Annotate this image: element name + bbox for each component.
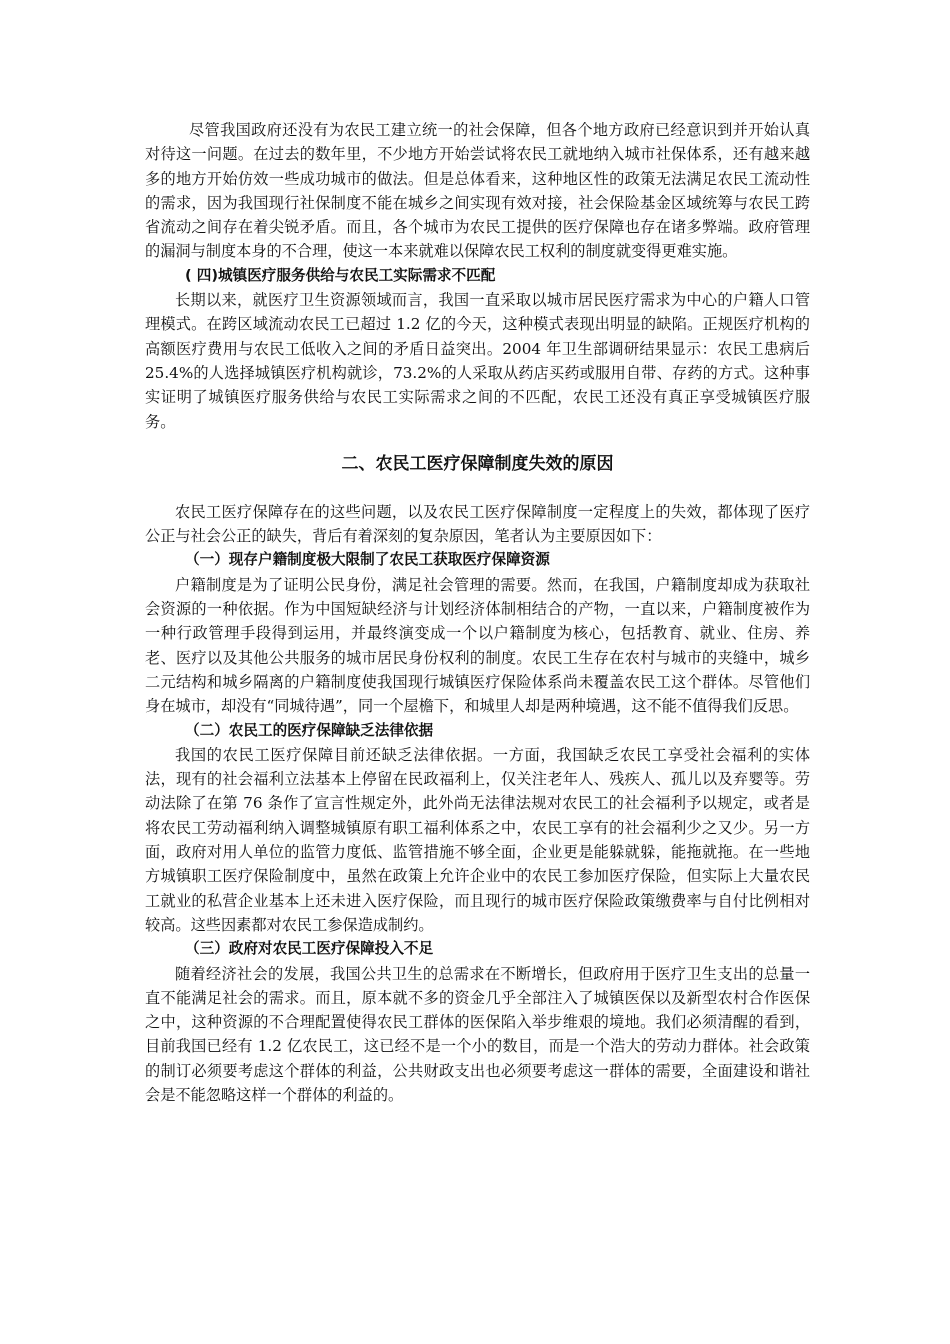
document-page — [145, 118, 810, 1107]
heading-government-investment: （三）政府对农民工医疗保障投入不足 — [185, 940, 434, 958]
heading-urban-supply-mismatch: ( 四)城镇医疗服务供给与农民工实际需求不匹配 — [185, 266, 496, 284]
section-title-causes: 二、农民工医疗保障制度失效的原因 — [341, 453, 614, 474]
paragraph-government-investment: 随着经济社会的发展，我国公共卫生的总需求在不断增长，但政府用于医疗卫生支出的总量一直不能满足社会的需求。而且，原本就不多的资金几乎全部注入了城镇医保以及新型农村合作医保之中，这种资源的不合理配置使得农民工群体的医保陷入举步维艰的境地。我们必须清醒的看到，目前我国已经有 1.2 亿农民工，这已经不是一个小的数目，而是一个浩大的劳动力群体。社会政策的制订必须要考虑这个群体的利益，公共财政支出也必须要考虑这一群体的需要，全面建设和谐社会是不能忽略这样一个群体的利益的。 — [145, 964, 810, 1104]
paragraph-urban-supply-mismatch: 长期以来，就医疗卫生资源领域而言，我国一直采取以城市居民医疗需求为中心的户籍人口管理模式。在跨区域流动农民工已超过 1.2 亿的今天，这种模式表现出明显的缺陷。正规医疗机构的高额医疗费用与农民工低收入之间的矛盾日益突出。2004 年卫生部调研结果显示：农民工患病后 25.4%的人选择城镇医疗机构就诊，73.2%的人采取从药店买药或服用自带、存药的方式。这种事实证明了城镇医疗服务供给与农民工实际需求之间的不匹配，农民工还没有真正享受城镇医疗服务。 — [145, 291, 810, 431]
paragraph-social-security: 尽管我国政府还没有为农民工建立统一的社会保障，但各个地方政府已经意识到并开始认真对待这一问题。在过去的数年里，不少地方开始尝试将农民工就地纳入城市社保体系，还有越来越多的地方开始仿效一些成功城市的做法。但是总体看来，这种地区性的政策无法满足农民工流动性的需求，因为我国现行社保制度不能在城乡之间实现有效对接，社会保险基金区域统筹与农民工跨省流动之间存在着尖锐矛盾。而且，各个城市为农民工提供的医疗保障也存在诸多弊端。政府管理的漏洞与制度本身的不合理，使这一本来就难以保障农民工权利的制度就变得更难实施。 — [145, 121, 810, 261]
heading-legal-basis: （二）农民工的医疗保障缺乏法律依据 — [185, 721, 434, 739]
paragraph-causes-intro: 农民工医疗保障存在的这些问题，以及农民工医疗保障制度一定程度上的失效，都体现了医疗公正与社会公正的缺失，背后有着深刻的复杂原因，笔者认为主要原因如下： — [145, 502, 810, 546]
heading-household-registration: （一）现存户籍制度极大限制了农民工获取医疗保障资源 — [185, 551, 550, 569]
paragraph-household-registration: 户籍制度是为了证明公民身份，满足社会管理的需要。然而，在我国，户籍制度却成为获取社会资源的一种依据。作为中国短缺经济与计划经济体制相结合的产物，一直以来，户籍制度被作为一种行政管理手段得到运用，并最终演变成一个以户籍制度为核心，包括教育、就业、住房、养老、医疗以及其他公共服务的城市居民身份权利的制度。农民工生存在农村与城市的夹缝中，城乡二元结构和城乡隔离的户籍制度使我国现行城镇医疗保险体系尚未覆盖农民工这个群体。尽管他们身在城市，却没有“同城待遇”，同一个屋檐下，和城里人却是两种境遇，这不能不值得我们反思。 — [145, 575, 810, 716]
paragraph-legal-basis: 我国的农民工医疗保障目前还缺乏法律依据。一方面，我国缺乏农民工享受社会福利的实体法，现有的社会福利立法基本上停留在民政福利上，仅关注老年人、残疾人、孤儿以及弃婴等。劳动法除了在第 76 条作了宣言性规定外，此外尚无法律法规对农民工的社会福利予以规定，或者是将农民工劳动福利纳入调整城镇原有职工福利体系之中，农民工享有的社会福利少之又少。另一方面，政府对用人单位的监管力度低、监管措施不够全面，企业更是能躲就躲，能拖就拖。在一些地方城镇职工医疗保险制度中，虽然在政策上允许企业中的农民工参加医疗保险，但实际上大量农民工就业的私营企业基本上还未进入医疗保险，而且现行的城市医疗保险政策缴费率与自付比例相对较高。这些因素都对农民工参保造成制约。 — [145, 745, 810, 934]
